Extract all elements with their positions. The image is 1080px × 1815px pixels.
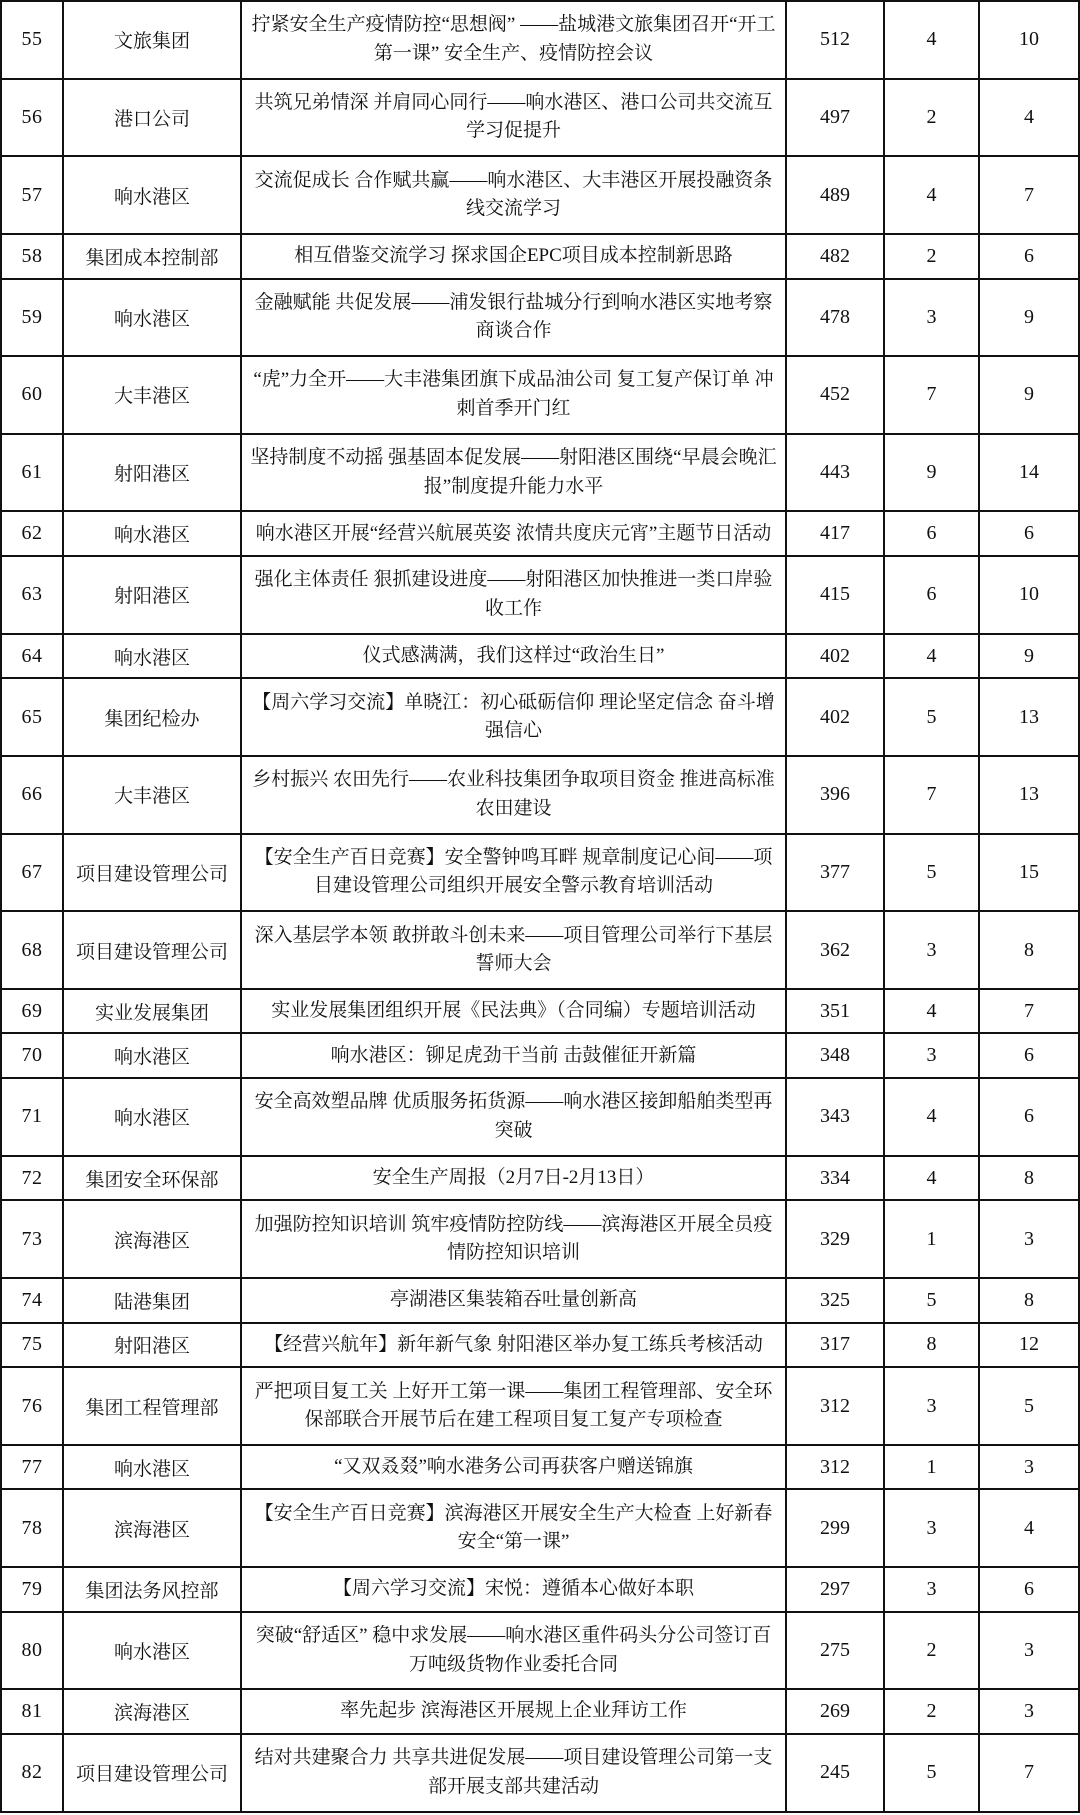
department-cell: 滨海港区 [63,1489,241,1567]
count-3-cell: 10 [979,556,1079,634]
count-1-cell: 489 [786,156,884,234]
count-2-cell: 2 [884,79,979,157]
count-3-cell: 13 [979,756,1079,834]
count-1-cell: 415 [786,556,884,634]
count-2-cell: 7 [884,356,979,434]
row-number-cell: 60 [1,356,63,434]
count-3-cell: 8 [979,1278,1079,1323]
department-cell: 响水港区 [63,1445,241,1490]
row-number-cell: 63 [1,556,63,634]
article-title-cell: 共筑兄弟情深 并肩同心同行——响水港区、港口公司共交流互学习促提升 [241,79,786,157]
table-row [1,1567,1079,1612]
count-1-cell: 452 [786,356,884,434]
count-1-cell: 512 [786,1,884,79]
row-number-cell: 76 [1,1367,63,1445]
department-cell: 项目建设管理公司 [63,1734,241,1812]
count-1-cell: 329 [786,1200,884,1278]
count-3-cell: 6 [979,1567,1079,1612]
count-1-cell: 348 [786,1033,884,1078]
article-title-cell: 乡村振兴 农田先行——农业科技集团争取项目资金 推进高标准农田建设 [241,756,786,834]
department-cell: 港口公司 [63,79,241,157]
article-title-cell: “又双叒叕”响水港务公司再获客户赠送锦旗 [241,1445,786,1490]
department-cell: 集团纪检办 [63,678,241,756]
count-3-cell: 13 [979,678,1079,756]
count-1-cell: 377 [786,834,884,912]
count-3-cell: 6 [979,1033,1079,1078]
table-row [1,511,1079,556]
count-3-cell: 10 [979,1,1079,79]
article-title-cell: 拧紧安全生产疫情防控“思想阀” ——盐城港文旅集团召开“开工第一课” 安全生产、疫情防控会议 [241,1,786,79]
article-title-cell: 【周六学习交流】单晓江：初心砥砺信仰 理论坚定信念 奋斗增强信心 [241,678,786,756]
count-2-cell: 4 [884,1,979,79]
count-2-cell: 4 [884,1078,979,1156]
article-title-cell: 【周六学习交流】宋悦：遵循本心做好本职 [241,1567,786,1612]
table-row [1,1323,1079,1368]
article-title-cell: 响水港区开展“经营兴航展英姿 浓情共度庆元宵”主题节日活动 [241,511,786,556]
row-number-cell: 81 [1,1689,63,1734]
table-row [1,1,1079,79]
row-number-cell: 59 [1,279,63,357]
count-2-cell: 5 [884,834,979,912]
department-cell: 集团工程管理部 [63,1367,241,1445]
table-row [1,756,1079,834]
article-title-cell: 【经营兴航年】新年新气象 射阳港区举办复工练兵考核活动 [241,1323,786,1368]
article-title-cell: 金融赋能 共促发展——浦发银行盐城分行到响水港区实地考察商谈合作 [241,279,786,357]
department-cell: 响水港区 [63,1612,241,1690]
count-3-cell: 12 [979,1323,1079,1368]
count-2-cell: 5 [884,678,979,756]
count-2-cell: 4 [884,989,979,1034]
article-title-cell: 安全生产周报（2月7日-2月13日） [241,1156,786,1201]
count-3-cell: 3 [979,1445,1079,1490]
count-1-cell: 482 [786,234,884,279]
count-3-cell: 9 [979,279,1079,357]
count-2-cell: 7 [884,756,979,834]
table-row [1,1200,1079,1278]
count-2-cell: 2 [884,1689,979,1734]
article-title-cell: 安全高效塑品牌 优质服务拓货源——响水港区接卸船舶类型再突破 [241,1078,786,1156]
count-2-cell: 4 [884,156,979,234]
count-3-cell: 4 [979,79,1079,157]
row-number-cell: 67 [1,834,63,912]
count-3-cell: 3 [979,1612,1079,1690]
count-3-cell: 6 [979,1078,1079,1156]
count-2-cell: 4 [884,1156,979,1201]
count-3-cell: 15 [979,834,1079,912]
article-title-cell: 结对共建聚合力 共享共进促发展——项目建设管理公司第一支部开展支部共建活动 [241,1734,786,1812]
table-row [1,1367,1079,1445]
article-title-cell: 相互借鉴交流学习 探求国企EPC项目成本控制新思路 [241,234,786,279]
count-3-cell: 3 [979,1689,1079,1734]
count-2-cell: 4 [884,634,979,679]
count-2-cell: 1 [884,1445,979,1490]
table-row [1,678,1079,756]
count-3-cell: 7 [979,1734,1079,1812]
count-1-cell: 312 [786,1367,884,1445]
article-title-cell: 坚持制度不动摇 强基固本促发展——射阳港区围绕“早晨会晚汇报”制度提升能力水平 [241,434,786,512]
table-row [1,1445,1079,1490]
table-row [1,1612,1079,1690]
count-1-cell: 497 [786,79,884,157]
article-title-cell: 加强防控知识培训 筑牢疫情防控防线——滨海港区开展全员疫情防控知识培训 [241,1200,786,1278]
count-1-cell: 299 [786,1489,884,1567]
article-title-cell: 亭湖港区集装箱吞吐量创新高 [241,1278,786,1323]
row-number-cell: 62 [1,511,63,556]
department-cell: 响水港区 [63,279,241,357]
count-2-cell: 2 [884,234,979,279]
article-title-cell: 响水港区：铆足虎劲干当前 击鼓催征开新篇 [241,1033,786,1078]
department-cell: 响水港区 [63,156,241,234]
table-body [1,1,1079,1812]
row-number-cell: 68 [1,911,63,989]
table-row [1,1689,1079,1734]
table-row [1,911,1079,989]
count-3-cell: 7 [979,989,1079,1034]
article-title-cell: 【安全生产百日竞赛】安全警钟鸣耳畔 规章制度记心间——项目建设管理公司组织开展安全警示教育培训活动 [241,834,786,912]
article-title-cell: 严把项目复工关 上好开工第一课——集团工程管理部、安全环保部联合开展节后在建工程项目复工复产专项检查 [241,1367,786,1445]
row-number-cell: 70 [1,1033,63,1078]
row-number-cell: 69 [1,989,63,1034]
count-1-cell: 245 [786,1734,884,1812]
article-title-cell: 突破“舒适区” 稳中求发展——响水港区重件码头分公司签订百万吨级货物作业委托合同 [241,1612,786,1690]
table-row [1,556,1079,634]
count-1-cell: 334 [786,1156,884,1201]
row-number-cell: 80 [1,1612,63,1690]
count-2-cell: 3 [884,1367,979,1445]
row-number-cell: 79 [1,1567,63,1612]
row-number-cell: 66 [1,756,63,834]
count-3-cell: 6 [979,511,1079,556]
count-3-cell: 14 [979,434,1079,512]
count-3-cell: 9 [979,634,1079,679]
table-row [1,279,1079,357]
table-row [1,234,1079,279]
count-1-cell: 402 [786,634,884,679]
table-row [1,356,1079,434]
table-row [1,989,1079,1034]
table-row [1,1734,1079,1812]
row-number-cell: 64 [1,634,63,679]
count-1-cell: 297 [786,1567,884,1612]
count-1-cell: 275 [786,1612,884,1690]
count-1-cell: 351 [786,989,884,1034]
count-2-cell: 5 [884,1734,979,1812]
department-cell: 响水港区 [63,511,241,556]
row-number-cell: 56 [1,79,63,157]
row-number-cell: 75 [1,1323,63,1368]
article-title-cell: 率先起步 滨海港区开展规上企业拜访工作 [241,1689,786,1734]
row-number-cell: 71 [1,1078,63,1156]
count-3-cell: 8 [979,1156,1079,1201]
count-2-cell: 3 [884,279,979,357]
count-2-cell: 6 [884,556,979,634]
count-3-cell: 3 [979,1200,1079,1278]
count-1-cell: 343 [786,1078,884,1156]
row-number-cell: 72 [1,1156,63,1201]
table-row [1,1078,1079,1156]
count-1-cell: 417 [786,511,884,556]
article-title-cell: “虎”力全开——大丰港集团旗下成品油公司 复工复产保订单 冲刺首季开门红 [241,356,786,434]
row-number-cell: 58 [1,234,63,279]
row-number-cell: 82 [1,1734,63,1812]
article-title-cell: 仪式感满满，我们这样过“政治生日” [241,634,786,679]
department-cell: 实业发展集团 [63,989,241,1034]
count-3-cell: 7 [979,156,1079,234]
count-2-cell: 3 [884,1567,979,1612]
table-row [1,1489,1079,1567]
department-cell: 项目建设管理公司 [63,834,241,912]
department-cell: 响水港区 [63,1033,241,1078]
department-cell: 大丰港区 [63,356,241,434]
department-cell: 大丰港区 [63,756,241,834]
table-row [1,1278,1079,1323]
count-1-cell: 396 [786,756,884,834]
department-cell: 射阳港区 [63,434,241,512]
department-cell: 响水港区 [63,634,241,679]
count-1-cell: 269 [786,1689,884,1734]
count-1-cell: 443 [786,434,884,512]
count-1-cell: 362 [786,911,884,989]
count-3-cell: 6 [979,234,1079,279]
row-number-cell: 77 [1,1445,63,1490]
department-cell: 射阳港区 [63,1323,241,1368]
count-1-cell: 478 [786,279,884,357]
table-row [1,634,1079,679]
article-title-cell: 交流促成长 合作赋共赢——响水港区、大丰港区开展投融资条线交流学习 [241,156,786,234]
count-1-cell: 325 [786,1278,884,1323]
count-2-cell: 6 [884,511,979,556]
count-2-cell: 3 [884,911,979,989]
department-cell: 集团法务风控部 [63,1567,241,1612]
row-number-cell: 57 [1,156,63,234]
table-row [1,834,1079,912]
article-title-cell: 强化主体责任 狠抓建设进度——射阳港区加快推进一类口岸验收工作 [241,556,786,634]
article-title-cell: 实业发展集团组织开展《民法典》（合同编）专题培训活动 [241,989,786,1034]
count-3-cell: 9 [979,356,1079,434]
table-row [1,434,1079,512]
department-cell: 陆港集团 [63,1278,241,1323]
row-number-cell: 74 [1,1278,63,1323]
department-cell: 集团安全环保部 [63,1156,241,1201]
count-2-cell: 3 [884,1033,979,1078]
department-cell: 文旅集团 [63,1,241,79]
row-number-cell: 61 [1,434,63,512]
article-title-cell: 深入基层学本领 敢拼敢斗创未来——项目管理公司举行下基层誓师大会 [241,911,786,989]
article-title-cell: 【安全生产百日竞赛】滨海港区开展安全生产大检查 上好新春安全“第一课” [241,1489,786,1567]
count-3-cell: 8 [979,911,1079,989]
count-2-cell: 5 [884,1278,979,1323]
count-1-cell: 402 [786,678,884,756]
row-number-cell: 55 [1,1,63,79]
row-number-cell: 78 [1,1489,63,1567]
count-2-cell: 8 [884,1323,979,1368]
table-row [1,1033,1079,1078]
count-2-cell: 3 [884,1489,979,1567]
department-cell: 滨海港区 [63,1200,241,1278]
department-cell: 项目建设管理公司 [63,911,241,989]
count-2-cell: 2 [884,1612,979,1690]
department-cell: 集团成本控制部 [63,234,241,279]
count-1-cell: 312 [786,1445,884,1490]
count-1-cell: 317 [786,1323,884,1368]
count-2-cell: 1 [884,1200,979,1278]
count-3-cell: 4 [979,1489,1079,1567]
department-cell: 射阳港区 [63,556,241,634]
table-row [1,1156,1079,1201]
count-3-cell: 5 [979,1367,1079,1445]
row-number-cell: 65 [1,678,63,756]
table-row [1,156,1079,234]
row-number-cell: 73 [1,1200,63,1278]
count-2-cell: 9 [884,434,979,512]
department-cell: 滨海港区 [63,1689,241,1734]
table-row [1,79,1079,157]
department-cell: 响水港区 [63,1078,241,1156]
